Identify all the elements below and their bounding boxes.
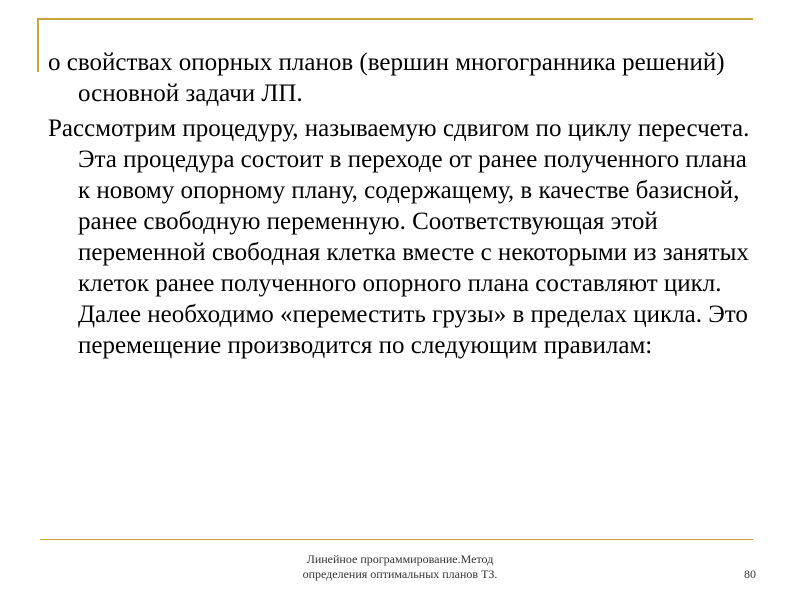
top-rule [37,18,753,20]
footer-title-line-2: определения оптимальных планов ТЗ. [302,567,498,581]
paragraph-1: о свойствах опорных планов (вершин многогранника решений) основной задачи ЛП. [48,49,725,107]
slide-body [48,47,758,365]
footer-title-line-1: Линейное программирование.Метод [306,552,494,566]
page-number: 80 [744,567,756,581]
bottom-rule [40,539,753,540]
paragraph-2: Рассмотрим процедуру, называемую сдвигом по циклу пересчета. Эта процедура состоит в переходе от ранее полученного плана к новому опорному плану, содержащему, в качестве базисной, ранее свободную переменную. Соответствующая этой переменной свободная клетка вместе с некоторыми из занятых клеток ранее полученного опорного плана составляют цикл. Далее необходимо «переместить грузы» в пределах цикла. Это перемещение производится по следующим правилам: [48,115,750,359]
footer-title [250,552,550,582]
left-rule [37,18,39,72]
